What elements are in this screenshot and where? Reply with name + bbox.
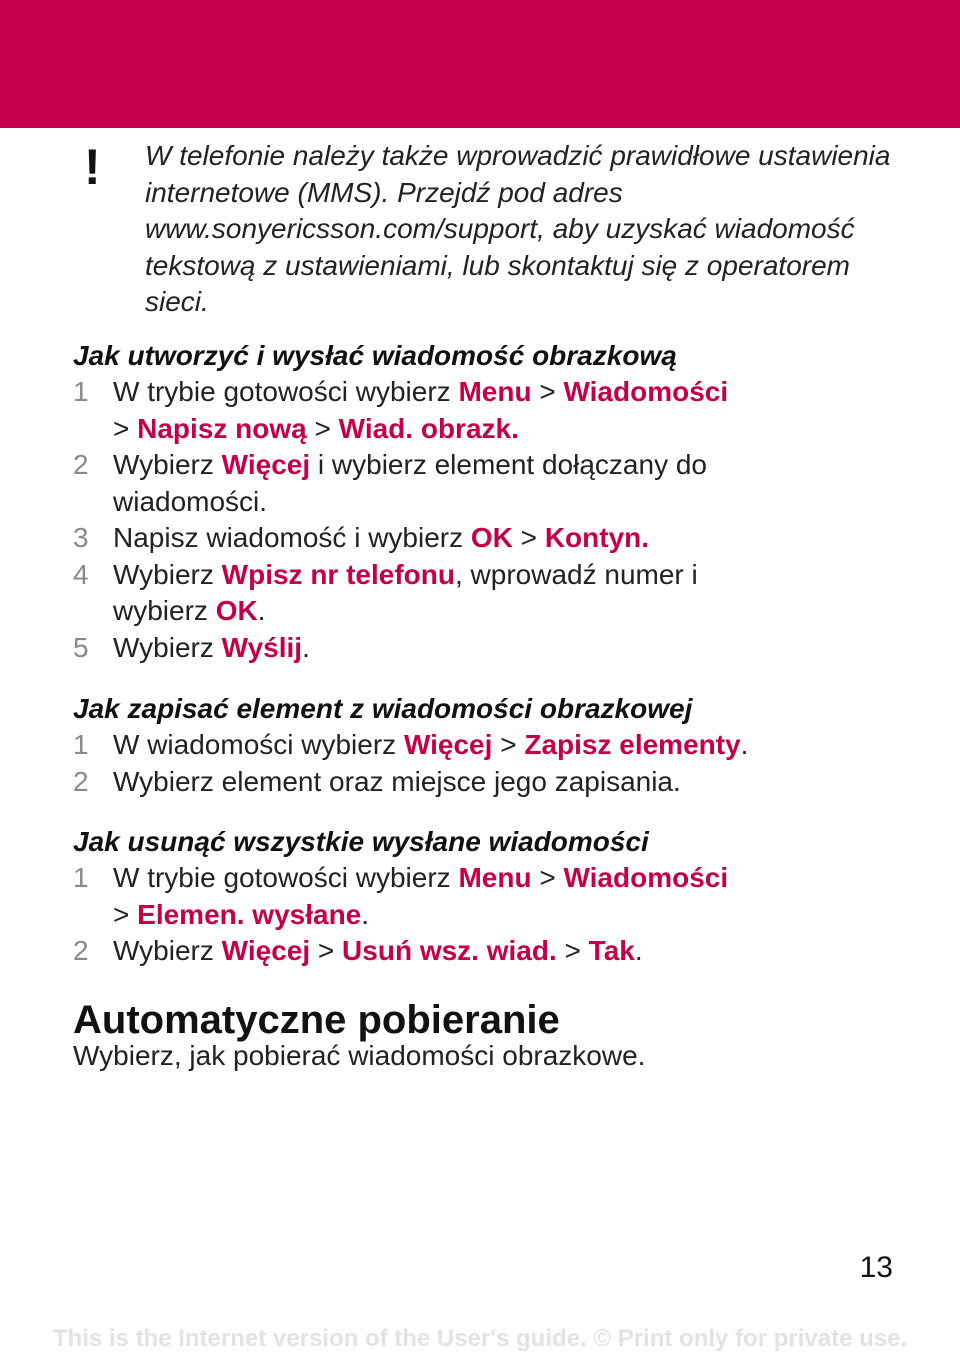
menu-keyword: Zapisz elementy	[524, 729, 741, 760]
step-text: Wybierz Wpisz nr telefonu, wprowadź numer i wybierz OK.	[113, 558, 698, 626]
section-save-element	[73, 691, 923, 800]
step-text: W trybie gotowości wybierz Menu > Wiadomości > Elemen. wysłane.	[113, 862, 729, 930]
menu-keyword: Wyślij	[221, 631, 303, 663]
step-number: 2	[73, 449, 89, 480]
step-item	[73, 764, 923, 801]
menu-keyword: Menu	[458, 376, 532, 407]
step-number: 1	[73, 862, 89, 893]
step-number: 2	[73, 935, 89, 966]
menu-keyword: OK	[470, 522, 513, 553]
page-number: 13	[859, 1251, 893, 1284]
step-number: 1	[73, 729, 89, 760]
menu-keyword: Wiadomości	[563, 376, 729, 407]
menu-keyword: Tak	[588, 935, 635, 966]
menu-keyword: Usuń wsz. wiad.	[342, 935, 557, 966]
menu-keyword: Kontyn.	[544, 522, 650, 553]
menu-keyword: Wiadomości	[563, 862, 729, 893]
step-number: 5	[73, 631, 89, 663]
menu-keyword: Menu	[458, 862, 532, 893]
step-item	[73, 727, 923, 764]
footer-notice: This is the Internet version of the User's guide. © Print only for private use.	[52, 1325, 908, 1352]
step-text: Wybierz Więcej > Usuń wsz. wiad. > Tak.	[113, 935, 643, 966]
step-text: W wiadomości wybierz Więcej > Zapisz elementy.	[113, 729, 749, 760]
step-text: Wybierz element oraz miejsce jego zapisania.	[113, 765, 681, 797]
step-number: 4	[73, 558, 89, 590]
step-text: Napisz wiadomość i wybierz OK > Kontyn.	[113, 522, 650, 553]
step-item	[73, 557, 923, 630]
section-title: Jak zapisać element z wiadomości obrazkowej	[73, 693, 693, 724]
menu-keyword: Więcej	[221, 935, 311, 966]
menu-keyword: Wiad. obrazk.	[338, 412, 519, 444]
header-band	[0, 0, 960, 128]
section-create-picture-message	[73, 338, 923, 666]
menu-keyword: Więcej	[221, 449, 311, 480]
step-item	[73, 374, 923, 447]
section-title: Jak utworzyć i wysłać wiadomość obrazkową	[73, 340, 677, 371]
step-number: 2	[73, 765, 89, 797]
menu-keyword: Elemen. wysłane	[137, 898, 362, 930]
menu-keyword: Napisz nową	[137, 412, 307, 444]
step-item	[73, 933, 923, 970]
section-title: Jak usunąć wszystkie wysłane wiadomości	[73, 826, 649, 857]
section-delete-sent	[73, 824, 923, 970]
step-item	[73, 860, 923, 933]
menu-keyword: OK	[215, 595, 258, 626]
step-text: W trybie gotowości wybierz Menu > Wiadomości > Napisz nową > Wiad. obrazk.	[113, 376, 729, 444]
step-item	[73, 447, 923, 520]
step-text: Wybierz Więcej i wybierz element dołączany do wiadomości.	[113, 449, 707, 517]
menu-keyword: Więcej	[403, 729, 493, 760]
heading-auto-download: Automatyczne pobieranie	[73, 998, 560, 1042]
step-item	[73, 520, 923, 557]
step-number: 3	[73, 522, 89, 553]
step-text: Wybierz Wyślij.	[113, 631, 310, 663]
note-text: W telefonie należy także wprowadzić prawidłowe ustawienia internetowe (MMS). Przejdź pod adres www.sonyericsson.com/support, aby uzyskać wiadomość tekstową z ustawieniami, lub skontaktuj się z operatorem sieci.	[145, 140, 891, 317]
step-item	[73, 630, 923, 667]
auto-download-text: Wybierz, jak pobierać wiadomości obrazkowe.	[73, 1040, 646, 1071]
step-number: 1	[73, 376, 89, 407]
menu-keyword: Wpisz nr telefonu	[221, 558, 455, 590]
exclamation-icon: !	[84, 139, 101, 195]
